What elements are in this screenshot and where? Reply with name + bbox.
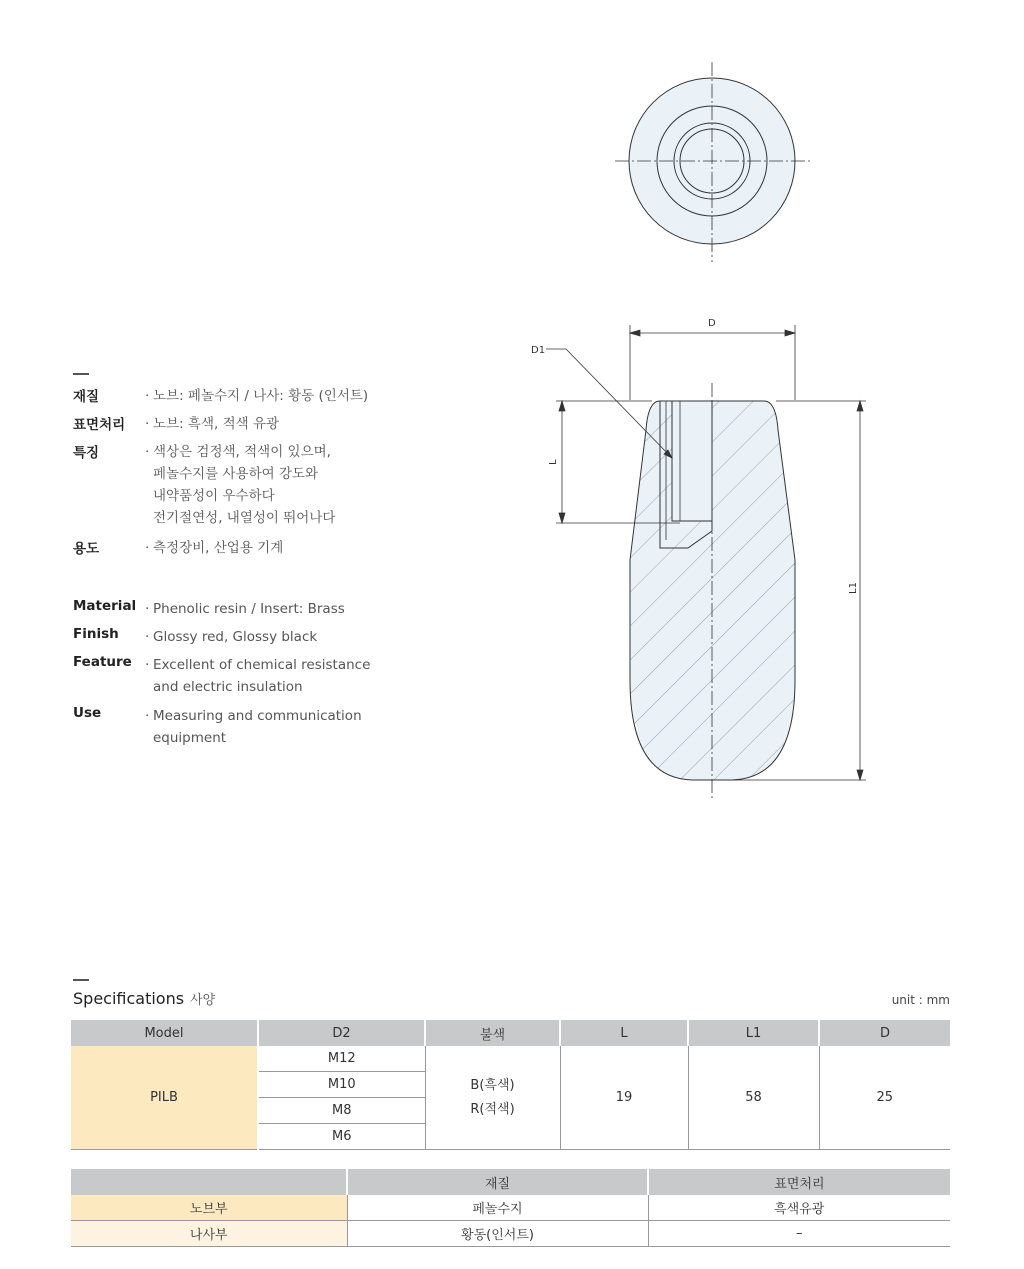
finish-cell: – xyxy=(648,1221,950,1247)
table-row xyxy=(71,1195,950,1221)
header-material: 재질 xyxy=(347,1169,648,1195)
property-value: 색상은 검정색, 적색이 있으며, xyxy=(153,444,331,460)
property-value: equipment xyxy=(153,730,227,746)
property-value: 페놀수지를 사용하여 강도와 xyxy=(153,466,319,482)
l-cell: 19 xyxy=(560,1046,688,1150)
spec-subtitle: 사양 xyxy=(190,993,216,1008)
top-view xyxy=(615,62,810,262)
table-header-row xyxy=(71,1020,950,1046)
section-view xyxy=(630,383,795,800)
table-header-row xyxy=(71,1169,950,1195)
part-cell: 노브부 xyxy=(71,1195,347,1221)
property-value: Phenolic resin / Insert: Brass xyxy=(153,601,345,617)
property-key: 용도 xyxy=(73,541,100,557)
property-key: Feature xyxy=(73,654,132,670)
property-key: Finish xyxy=(73,626,119,642)
property-key: 재질 xyxy=(73,389,100,405)
header-model: Model xyxy=(71,1020,258,1046)
header-d: D xyxy=(819,1020,950,1046)
finish-cell: 흑색유광 xyxy=(648,1195,950,1221)
header-d2: D2 xyxy=(258,1020,425,1046)
property-value: 내약품성이 우수하다 xyxy=(153,488,275,504)
spec-unit: unit : mm xyxy=(891,993,950,1007)
d2-cell: M12 xyxy=(258,1046,425,1072)
section-dash xyxy=(73,373,89,375)
spec-dash xyxy=(73,979,89,981)
property-value: Glossy red, Glossy black xyxy=(153,629,318,645)
specifications-table xyxy=(71,1020,950,1150)
label-l1: L1 xyxy=(848,582,859,594)
material-cell: 황동(인서트) xyxy=(347,1221,648,1247)
property-key: Material xyxy=(73,598,137,614)
label-l: L xyxy=(548,459,559,465)
property-value: and electric insulation xyxy=(153,679,303,695)
part-cell: 나사부 xyxy=(71,1221,347,1247)
header-finish: 표면처리 xyxy=(648,1169,950,1195)
property-key: Use xyxy=(73,705,102,721)
spec-title xyxy=(73,989,215,1008)
label-d: D xyxy=(708,318,716,329)
material-cell: 페놀수지 xyxy=(347,1195,648,1221)
header-part xyxy=(71,1169,347,1195)
property-value: 노브: 흑색, 적색 유광 xyxy=(153,416,280,432)
d2-cell: M10 xyxy=(258,1072,425,1098)
d-cell: 25 xyxy=(819,1046,950,1150)
color-option: R(적색) xyxy=(470,1101,515,1117)
property-value: Excellent of chemical resistance xyxy=(153,657,371,673)
property-value: 전기절연성, 내열성이 뛰어나다 xyxy=(153,510,336,526)
table-row xyxy=(71,1221,950,1247)
label-d1: D1 xyxy=(531,345,546,356)
d2-cell: M6 xyxy=(258,1124,425,1150)
model-cell: PILB xyxy=(71,1046,258,1150)
property-key: 특징 xyxy=(73,445,100,461)
header-color: 불색 xyxy=(425,1020,560,1046)
l1-cell: 58 xyxy=(688,1046,819,1150)
materials-table xyxy=(71,1169,950,1247)
table-row xyxy=(71,1046,950,1072)
property-value: Measuring and communication xyxy=(153,708,362,724)
header-l1: L1 xyxy=(688,1020,819,1046)
d2-cell: M8 xyxy=(258,1098,425,1124)
property-value: 노브: 페놀수지 / 나사: 황동 (인서트) xyxy=(153,388,369,404)
color-cell xyxy=(425,1046,560,1150)
color-option: B(흑색) xyxy=(470,1077,515,1093)
spec-title-text: Specifications xyxy=(73,989,185,1008)
property-value: 측정장비, 산업용 기계 xyxy=(153,540,284,556)
property-key: 표면처리 xyxy=(73,417,126,433)
header-l: L xyxy=(560,1020,688,1046)
